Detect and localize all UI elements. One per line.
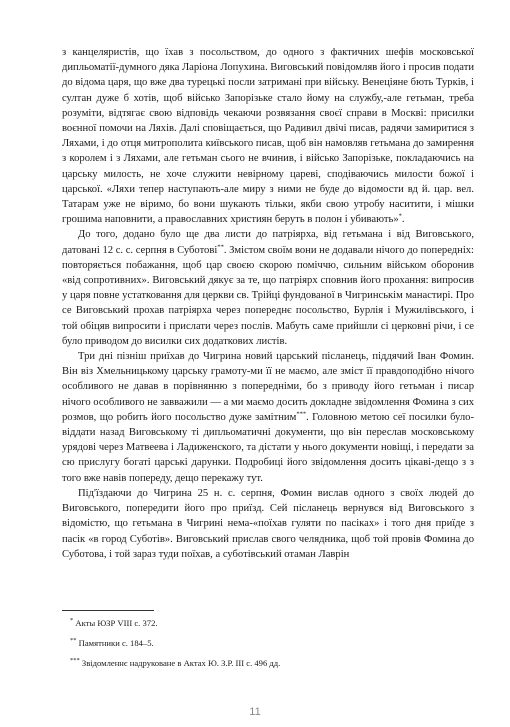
footnote-ref-3[interactable]: ***: [296, 410, 307, 418]
footnotes: [62, 618, 474, 677]
paragraph-3: [62, 349, 474, 486]
footnote-mark: *: [70, 617, 74, 625]
footnote-mark: ***: [70, 656, 80, 664]
paragraph-1-text: з канцеляристів, що їхав з посольством, до одного з фактичних шефів московської дипльоматії-думного дяка Ларіона Лопухина. Виговський повідомляв його і просив подати до відома царя, що вже два турецькі посли затримані при війську. Венеціяне бють Турків, і султан дуже б хотів, щоб військо Запорізьке стало йому на службу,-але гетьман, треба розуміти, відтягає свою відповідь чекаючи розвязання своєї справи в Москві: присилки воєнної помочи на Ляхів. Далі сповіщається, що Радивил двічі писав, радячи замиритися з Ляхами, і до отця митрополита київського писав, щоб він намовляв гетьмана до замирення з королем і з Ляхами, але гетьман сього не вчинив, і військо Запорізьке, покладаючись на царську милость, не хоче служити невірному цареві, сподіваючись милости божої і царської. «Ляхи тепер наступають-але миру з ними не буде до відомости вд й. цар. вел. Татарам уже не віримо, бо вони шукають тільки, якби свою утробу наситити, і мішки грошима наповнити, а православних християн беруть в полон і убивають»: [62, 47, 474, 226]
paragraph-1: [62, 45, 474, 227]
footnote-text: Памятники с. 184–5.: [78, 637, 154, 648]
paragraph-2-text-b: . Змістом своїм вони не додавали нічого до попередніх: повторяється побажання, щоб цар своєю скорою поміччю, сильним військом оборонив «від сопротивних». Виговський дякує за те, що патріярх сповнив його прохання: випросив у царя повне устатковання для церкви св. Трійці фундованої в Чигринськім манастирі. Про се Виговський прохав патріярха через попереднє посольство, Бурлія і Мужилівського, і той обіцяв випросити і прислати через послів. Мабуть саме прийшли сі церковні річи, і се було приводом до висилки сих додаткових листів.: [62, 244, 475, 347]
paragraph-2: [62, 227, 474, 349]
paragraph-1-end: .: [401, 214, 405, 226]
footnote-ref-1[interactable]: *: [398, 212, 402, 220]
paragraph-3-text-a: Три дні пізніш приїхав до Чигрина новий царський післанець, піддячий Іван Фомин. Він віз Хмельницькому царську грамоту-ми її не маємо, але зміст її правдоподібно нічого особливого не давав в порівнянню з попередніми, бо з приводу його гетьман і писар нічого особливого не завважили — а ми маємо досить докладне звідомлення Фомина з сих розмов, що робить його посольство дуже замітним: [62, 351, 474, 423]
main-text: [62, 45, 474, 562]
page-number: 11: [249, 706, 261, 718]
paragraph-3-text-b: . Головною метою сеї посилки було-віддати назад Виговському ті дипльоматичні документи, що він переслав московському урядові через Матвеева і Ладиженского, та дістати у нього документи новіщі, і передати за сю прислугу богаті царські дарунки. Подробиці його звідомлення досить цікаві-дещо з з того вже навів попереду, дещо перекажу тут.: [62, 411, 474, 484]
footnote-2: [62, 638, 474, 650]
paragraph-2-text-a: До того, додано було ще два листи до патріярха, від гетьмана і від Виговського, датовані 12 с. с. серпня в Суботові: [62, 229, 474, 256]
footnote-mark: **: [70, 636, 77, 644]
footnote-ref-2[interactable]: **: [217, 243, 224, 251]
footnote-3: [62, 658, 474, 670]
footnote-text: Звідомленнє надруковане в Актах Ю. З.Р. III с. 496 дд.: [81, 657, 281, 668]
footnote-divider: [62, 610, 154, 611]
paragraph-4: Під'їздаючи до Чигрина 25 н. с. серпня, Фомин вислав одного з своїх людей до Виговського, попередити його про приїзд. Сей післанець вернувся від Виговського з відомістю, що гетьмана в Чигрині нема-«поїхав гуляти по пасіках» і того дня приїде з пасік «в город Суботів». Виговський прислав свого челядника, щоб той провів Фомина до Суботова, і той зараз туди поїхав, а суботівський отаман Лаврін: [62, 487, 474, 560]
footnote-1: [62, 618, 474, 630]
footnote-text: Акты ЮЗР VIII с. 372.: [75, 618, 158, 628]
